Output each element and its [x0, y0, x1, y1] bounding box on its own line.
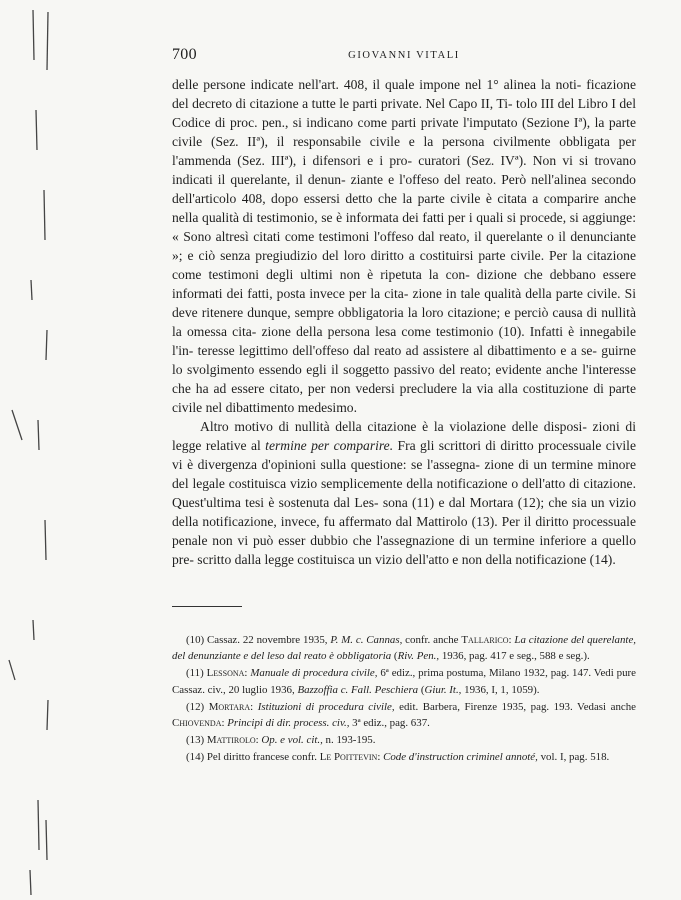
- footnote-text: Code d'instruction criminel annoté,: [383, 751, 538, 764]
- running-header: [172, 44, 636, 68]
- footnote-text: :: [508, 634, 515, 646]
- footnote-text: :: [221, 717, 228, 730]
- footnote-10: [172, 632, 636, 664]
- footnote-number: (12): [186, 700, 209, 713]
- footnote-text: confr. anche: [402, 634, 462, 646]
- footnote-number: (10): [186, 634, 208, 646]
- main-text: [172, 75, 636, 569]
- italic-term: termine per comparire.: [265, 438, 394, 453]
- footnote-text: Cassaz. 22 novembre 1935,: [207, 634, 331, 646]
- footnote-text: Istituzioni di procedura civile,: [257, 700, 395, 713]
- footnote-text: 6ª ediz., prima postuma, Milano 1932, pag. 147. Vedi pure Cassaz. civ., 20 luglio 1936,: [172, 667, 637, 696]
- footnote-number: (11): [186, 667, 207, 680]
- footnote-text: :: [250, 700, 258, 713]
- footnote-text: Le Poittevin: [319, 751, 378, 764]
- footnote-text: Giur. It.,: [424, 683, 462, 696]
- footnote-text: Mattirolo: [206, 734, 256, 747]
- footnote-text: Bazzoffia c. Fall. Peschiera: [297, 683, 419, 696]
- footnote-text: Tallarico: [461, 634, 509, 646]
- footnote-text: Op. e vol. cit.,: [261, 734, 323, 747]
- footnote-text: n. 193-195.: [322, 734, 376, 747]
- footnote-number: (13): [186, 734, 207, 747]
- footnote-text: Riv. Pen.,: [397, 650, 440, 663]
- footnote-number: (14): [186, 751, 207, 764]
- footnote-text: 1936, I, 1, 1059).: [461, 683, 540, 696]
- footnote-text: P. M. c. Cannas,: [330, 634, 403, 646]
- footnote-12: [172, 699, 636, 731]
- footnote-text: Mortara: [208, 700, 251, 713]
- footnotes: [172, 632, 636, 767]
- footnote-text: vol. I, pag. 518.: [537, 751, 610, 764]
- footnote-text: Manuale di procedura civile,: [250, 667, 378, 680]
- footnote-text: :: [377, 751, 384, 764]
- footnote-text: La citazione del querelante, del denunziante e del leso dal reato è obbligatoria: [172, 634, 636, 663]
- paragraph-2: Altro motivo di nullità della citazione è la violazione delle disposi- zioni di legge relative al termine per comparire. Fra gli scrittori di diritto processuale civile vi è divergenza d'opinioni sulla questione: se l'assegna- zione di un termine minore del legale costituisca vizio semplicemente della notificazione o dell'atto di citazione. Quest'ultima tesi è sostenuta dal Les- sona (11) e dal Mortara (12); che sia un vizio della notificazione, invece, fu affermato dal Mattirolo (13). Per il diritto processuale penale non vi può esser dubbio che l'assegnazione di un termine inferiore a quello pre- scritto dalla legge costituisca un vizio dell'atto e non della notificazione (14).: [172, 419, 636, 567]
- paragraph-1: delle persone indicate nell'art. 408, il quale impone nel 1° alinea la noti- ficazione del decreto di citazione a tutte le parti private. Nel Capo II, Ti- tolo III del Libro I del Codice di proc. pen., si indicano come parti private l'imputato (Sezione Iª), la parte civile (Sez. IIª), il responsabile civile e la persona civilmente obbligata per l'ammenda (Sez. IIIª), i difensori e i pro- curatori (Sez. IVª). Non vi si trovano indicati il querelante, il denun- ziante e l'offeso del reato. Però nell'alinea secondo dell'articolo 408, dopo essersi detto che la parte civile è citata a comparire anche nella qualità di testimonio, se è informata dei fatti per i quali si procede, si aggiunge: « Sono altresì citati come testimoni l'offeso dal reato, il querelante o il denunciante »; e ciò senza pregiudizio del loro diritto a costituirsi parte civile. Per la citazione come testimoni degli ultimi non è ripetuta la con- dizione che debbano essere informati dei fatti, posta invece per la cita- zione in tale qualità della parte civile. Si deve ritenere dunque, sempre obbligatoria la loro citazione; e perciò causa di nullità la omessa cita- zione della persona lesa come testimonio (10). Infatti è innegabile l'in- teresse legittimo dell'offeso dal reato ad assistere al dibattimento e a se- guirne lo svolgimento essendo egli il soggetto passivo del reato; evidente anche l'interesse che ha ad essere citato, per non vedersi precludere la via alla costituzione di parte civile nel dibattimento medesimo.: [172, 77, 637, 415]
- footnote-text: Lessona: [206, 667, 245, 680]
- footnote-text: 3ª ediz., pag. 637.: [349, 717, 430, 730]
- footnote-text: (: [418, 683, 425, 696]
- footnote-text: :: [244, 667, 251, 680]
- footnote-text: 1936, pag. 417 e seg., 588 e seg.).: [439, 650, 590, 663]
- running-title: GIOVANNI VITALI: [348, 50, 460, 61]
- footnote-text: Chiovenda: [172, 717, 222, 730]
- page-number: 700: [172, 46, 197, 63]
- footnote-11: [172, 665, 636, 697]
- footnote-text: Principi di dir. process. civ.,: [227, 717, 350, 730]
- footnote-separator: [172, 606, 242, 607]
- footnote-text: :: [255, 734, 262, 747]
- footnote-13: [172, 732, 636, 748]
- footnote-text: edit. Barbera, Firenze 1935, pag. 193. Vedasi anche: [394, 700, 636, 713]
- footnote-14: [172, 749, 636, 765]
- footnote-text: (: [391, 650, 398, 663]
- binding-edge-marks: [0, 0, 60, 900]
- footnote-text: Pel diritto francese confr.: [206, 751, 320, 764]
